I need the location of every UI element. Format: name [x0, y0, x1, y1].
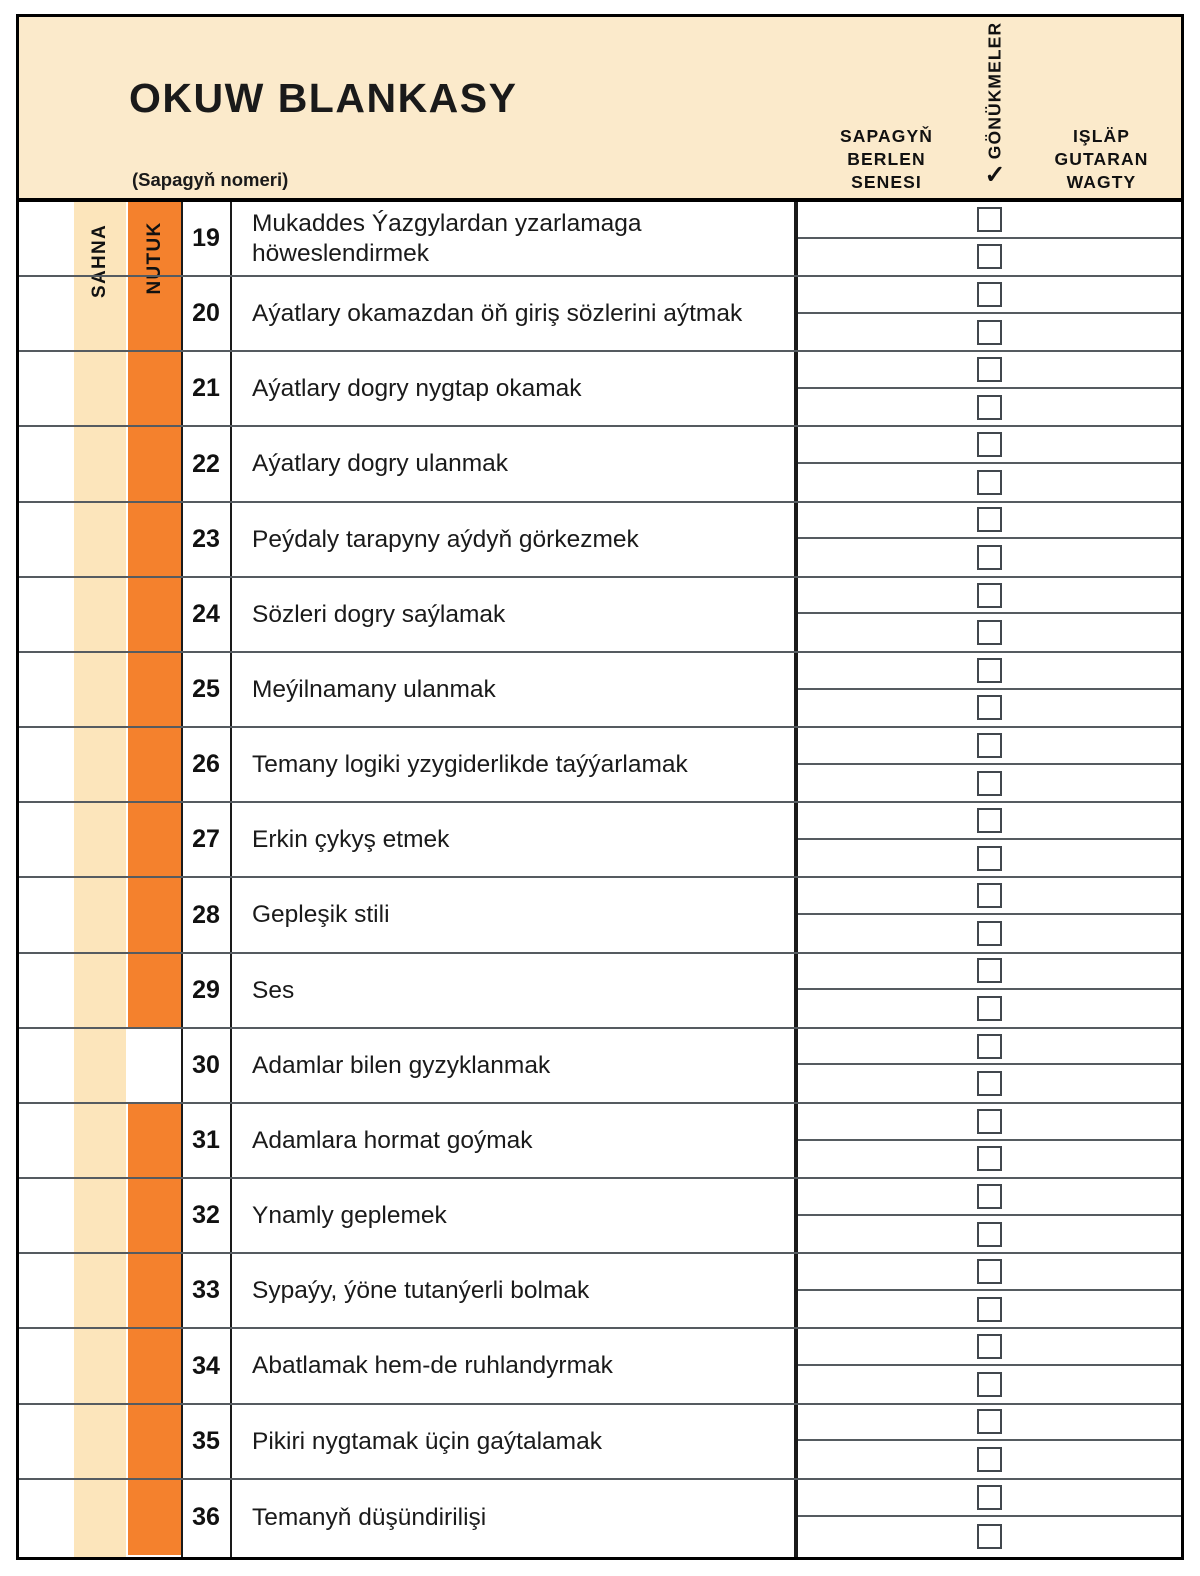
row-checkbox-cells [798, 578, 1181, 651]
sheet-header [19, 17, 1181, 202]
row-label: Peýdaly tarapyny aýdyň görkezmek [252, 525, 639, 553]
checkbox[interactable] [977, 1146, 1002, 1171]
checkbox-cell[interactable] [798, 879, 1181, 916]
row-checkbox-cells [798, 277, 1181, 350]
row-checkbox-cells [798, 728, 1181, 801]
table-row [19, 428, 1181, 503]
checkbox[interactable] [977, 357, 1002, 382]
row-checkbox-cells [798, 653, 1181, 726]
checkbox-cell[interactable] [798, 1366, 1181, 1403]
table-row [19, 1179, 1181, 1254]
row-number: 26 [192, 750, 220, 779]
checkbox[interactable] [977, 545, 1002, 570]
row-label: Temanyň düşündirilişi [252, 1503, 487, 1531]
band-sahna-label: SAHNA [89, 223, 110, 299]
checkbox-cell[interactable] [798, 503, 1181, 540]
row-checkbox-cells [798, 1104, 1181, 1177]
checkbox-cell[interactable] [798, 1480, 1181, 1518]
checkbox-cell[interactable] [798, 728, 1181, 765]
row-label: Adamlara hormat goýmak [252, 1126, 533, 1154]
table-row [19, 1254, 1181, 1329]
table-row [19, 1330, 1181, 1405]
checkbox-cell[interactable] [798, 954, 1181, 991]
checkbox-cell[interactable] [798, 1291, 1181, 1328]
checkbox[interactable] [977, 1334, 1002, 1359]
checkbox[interactable] [977, 658, 1002, 683]
row-number: 20 [192, 299, 220, 328]
row-number: 25 [192, 675, 220, 704]
column-header-date-line-2: BERLEN [847, 149, 926, 170]
table-row [19, 1104, 1181, 1179]
column-header-assignments [964, 23, 1026, 199]
checkbox-cell[interactable] [798, 277, 1181, 314]
row-label: Gepleşik stili [252, 901, 390, 929]
row-number: 35 [192, 1426, 220, 1455]
checkbox[interactable] [977, 808, 1002, 833]
row-checkbox-cells [798, 503, 1181, 576]
checkbox[interactable] [977, 695, 1002, 720]
row-number: 22 [192, 449, 220, 478]
checkbox[interactable] [977, 846, 1002, 871]
row-checkbox-cells [798, 803, 1181, 876]
row-number: 24 [192, 599, 220, 628]
row-number: 33 [192, 1276, 220, 1305]
checkbox-cell[interactable] [798, 428, 1181, 465]
table-row [19, 352, 1181, 427]
checkbox-cell[interactable] [798, 765, 1181, 802]
checkbox-cell[interactable] [798, 389, 1181, 426]
row-label: Aýatlary dogry ulanmak [252, 450, 509, 478]
checkbox-cell[interactable] [798, 990, 1181, 1027]
checkbox[interactable] [977, 958, 1002, 983]
checkbox-cell[interactable] [798, 1254, 1181, 1291]
checkbox-cell[interactable] [798, 314, 1181, 351]
checkbox-cell[interactable] [798, 1441, 1181, 1478]
checkmark-icon: ✓ [984, 161, 1006, 189]
row-checkbox-cells [798, 202, 1181, 275]
row-checkbox-cells [798, 954, 1181, 1027]
checkbox[interactable] [977, 1297, 1002, 1322]
row-number: 19 [192, 224, 220, 253]
checkbox-cell[interactable] [798, 840, 1181, 877]
table-row [19, 1029, 1181, 1104]
checkbox[interactable] [977, 1222, 1002, 1247]
checkbox[interactable] [977, 1485, 1002, 1510]
row-checkbox-cells [798, 428, 1181, 501]
column-header-date [809, 125, 964, 194]
checkbox-cell[interactable] [798, 1141, 1181, 1178]
row-checkbox-cells [798, 1029, 1181, 1102]
row-label: Aýatlary okamazdan öň giriş sözlerini aýtmak [252, 300, 743, 328]
row-number: 31 [192, 1126, 220, 1155]
row-checkbox-cells [798, 1254, 1181, 1327]
row-checkbox-cells [798, 879, 1181, 952]
row-label: Ses [252, 976, 295, 1004]
column-header-time-line-3: WAGTY [1066, 172, 1137, 193]
table-row [19, 503, 1181, 578]
table-row [19, 1405, 1181, 1480]
page-title: OKUW BLANKASY [129, 75, 518, 121]
checkbox[interactable] [977, 1259, 1002, 1284]
row-number: 27 [192, 825, 220, 854]
row-label: Pikiri nygtamak üçin gaýtalamak [252, 1427, 602, 1455]
checkbox[interactable] [977, 883, 1002, 908]
checkbox[interactable] [977, 1184, 1002, 1209]
row-label: Adamlar bilen gyzyklanmak [252, 1051, 551, 1079]
row-label: Mukaddes Ýazgylardan yzarlamaga höweslendirmek [252, 210, 642, 267]
column-header-date-line-1: SAPAGYŇ [840, 126, 933, 146]
checkbox-cell[interactable] [798, 352, 1181, 389]
row-number: 21 [192, 374, 220, 403]
checkbox-cell[interactable] [798, 614, 1181, 651]
lesson-worksheet [16, 14, 1184, 1560]
checkbox[interactable] [977, 1447, 1002, 1472]
row-label: Aýatlary dogry nygtap okamak [252, 375, 582, 403]
row-number: 23 [192, 524, 220, 553]
row-number: 30 [192, 1050, 220, 1079]
checkbox-cell[interactable] [798, 239, 1181, 276]
sheet-body [19, 202, 1181, 1557]
checkbox-cell[interactable] [798, 1330, 1181, 1367]
checkbox-cell[interactable] [798, 1405, 1181, 1442]
checkbox[interactable] [977, 1372, 1002, 1397]
checkbox[interactable] [977, 244, 1002, 269]
checkbox[interactable] [977, 1034, 1002, 1059]
table-row [19, 202, 1181, 277]
page-subtitle: (Sapagyň nomeri) [132, 169, 289, 190]
table-row [19, 879, 1181, 954]
checkbox-cell[interactable] [798, 1029, 1181, 1066]
row-checkbox-cells [798, 352, 1181, 425]
checkbox-cell[interactable] [798, 915, 1181, 952]
row-checkbox-cells [798, 1179, 1181, 1252]
row-number: 28 [192, 900, 220, 929]
table-row [19, 653, 1181, 728]
checkbox-cell[interactable] [798, 578, 1181, 615]
checkbox[interactable] [977, 1109, 1002, 1134]
checkbox[interactable] [977, 921, 1002, 946]
row-number: 34 [192, 1351, 220, 1380]
row-label: Sypaýy, ýöne tutanýerli bolmak [252, 1277, 590, 1305]
row-label: Erkin çykyş etmek [252, 826, 450, 854]
checkbox[interactable] [977, 733, 1002, 758]
row-label: Sözleri dogry saýlamak [252, 600, 506, 628]
checkbox-cell[interactable] [798, 539, 1181, 576]
checkbox[interactable] [977, 395, 1002, 420]
checkbox-cell[interactable] [798, 653, 1181, 690]
checkbox[interactable] [977, 1409, 1002, 1434]
checkbox-cell[interactable] [798, 1065, 1181, 1102]
row-checkbox-cells [798, 1405, 1181, 1478]
table-row [19, 578, 1181, 653]
column-header-date-line-3: SENESI [851, 172, 922, 193]
checkbox[interactable] [977, 1524, 1002, 1549]
column-header-completion-time [1024, 125, 1179, 194]
row-checkbox-cells [798, 1330, 1181, 1403]
row-label: Temany logiki yzygiderlikde taýýarlamak [252, 751, 688, 779]
checkbox-cell[interactable] [798, 464, 1181, 501]
checkbox-cell[interactable] [798, 202, 1181, 239]
column-header-time-line-2: GUTARAN [1054, 149, 1149, 170]
table-row [19, 954, 1181, 1029]
checkbox-cell[interactable] [798, 1179, 1181, 1216]
table-row [19, 803, 1181, 878]
checkbox[interactable] [977, 320, 1002, 345]
checkbox[interactable] [977, 282, 1002, 307]
row-number: 36 [192, 1502, 220, 1531]
checkbox-cell[interactable] [798, 803, 1181, 840]
band-nutuk-label: NUTUK [144, 221, 165, 295]
table-row [19, 1480, 1181, 1555]
row-label: Abatlamak hem-de ruhlandyrmak [252, 1352, 613, 1380]
column-header-time-line-1: IŞLÄP [1072, 126, 1131, 146]
checkbox[interactable] [977, 207, 1002, 232]
checkbox-cell[interactable] [798, 690, 1181, 727]
row-number: 29 [192, 975, 220, 1004]
checkbox[interactable] [977, 583, 1002, 608]
checkbox-cell[interactable] [798, 1104, 1181, 1141]
checkbox[interactable] [977, 432, 1002, 457]
row-checkbox-cells [798, 1480, 1181, 1555]
row-label: Ynamly geplemek [252, 1202, 447, 1230]
table-row [19, 728, 1181, 803]
table-row [19, 277, 1181, 352]
checkbox-cell[interactable] [798, 1517, 1181, 1555]
checkbox[interactable] [977, 1071, 1002, 1096]
row-number: 32 [192, 1201, 220, 1230]
checkbox[interactable] [977, 470, 1002, 495]
checkbox[interactable] [977, 771, 1002, 796]
checkbox[interactable] [977, 620, 1002, 645]
checkbox[interactable] [977, 996, 1002, 1021]
checkbox[interactable] [977, 507, 1002, 532]
checkbox-cell[interactable] [798, 1216, 1181, 1253]
row-label: Meýilnamany ulanmak [252, 675, 496, 703]
column-header-assignments-label: GÖNÜKMELER [984, 21, 1005, 160]
